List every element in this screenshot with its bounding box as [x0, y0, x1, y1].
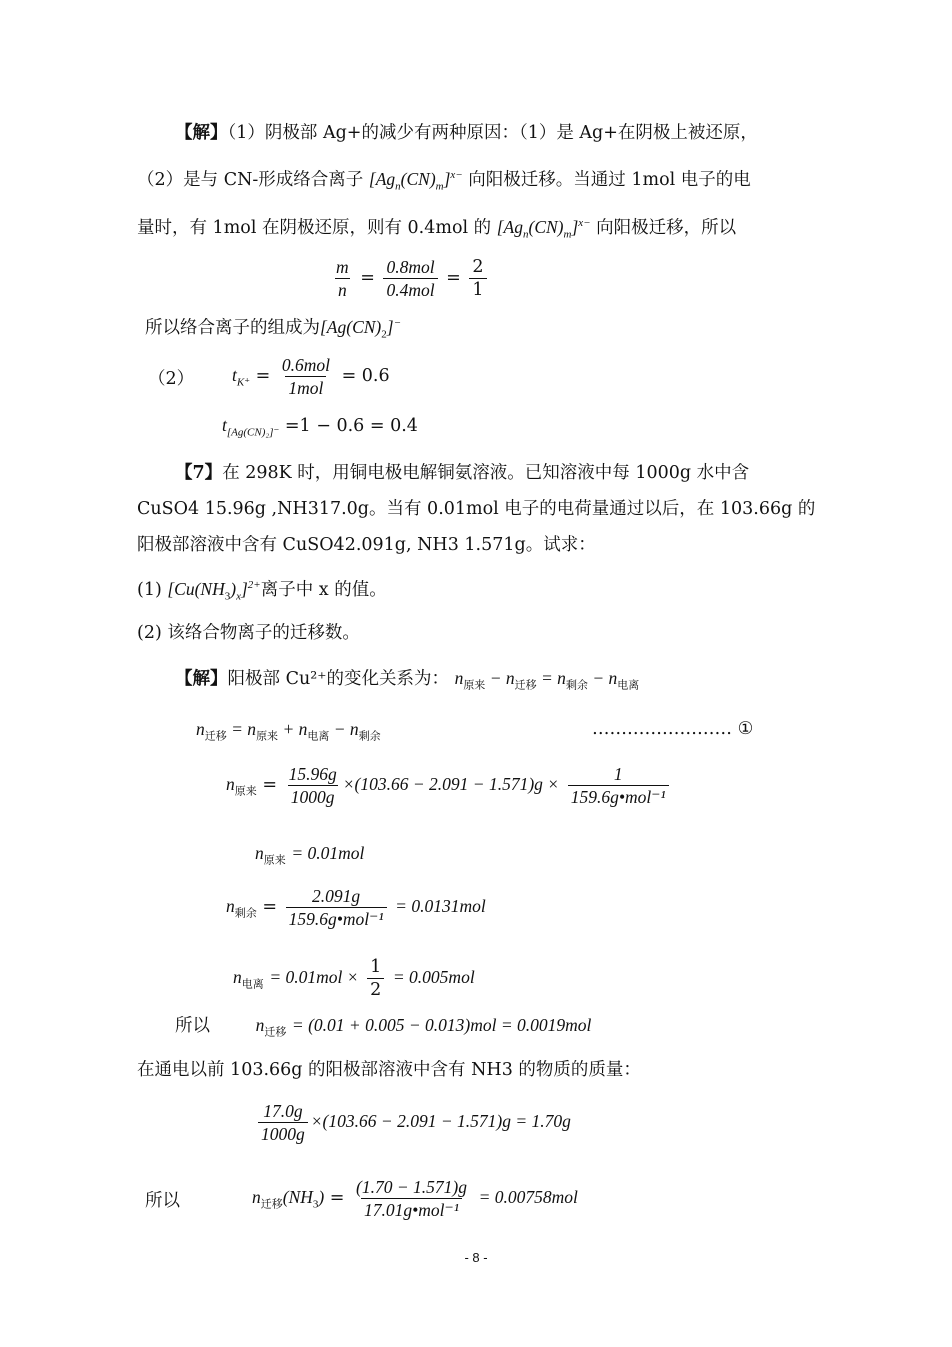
question-2: (2) 该络合物离子的迁移数。 — [137, 623, 360, 643]
solution-text: （1）阴极部 Ag+的减少有两种原因：（1）是 Ag+在阴极上被还原， — [227, 123, 758, 143]
problem-7-line-3: 阳极部溶液中含有 CuSO42.091g, NH3 1.571g。试求： — [137, 535, 596, 555]
solution-line-3 — [137, 214, 736, 241]
ratio-equation: $\frac{m}{n}$ = $\frac{\text{0.8mol}}{\text{0.4mol}}$ = $\frac{2}{1}$ — [330, 256, 490, 301]
so-label-2: 所以 — [145, 1191, 180, 1211]
solution-intro — [175, 665, 639, 692]
nh3-fraction: $\frac{17.0g}{1000g}$ — [258, 1100, 308, 1145]
result-value: ×(103.66 − 2.091 − 1.571)g = 1.70g — [310, 1111, 571, 1131]
tk-fraction: $\frac{\text{0.6mol}}{\text{1mol}}$ — [281, 355, 330, 398]
molar-mass-fraction: $\frac{1}{\text{159.6g•mol⁻¹}}$ — [568, 763, 669, 808]
solution-heading: 【解】 — [175, 669, 228, 689]
line-text: 在 298K 时，用铜电极电解铜氨溶液。已知溶液中每 1000g 水中含 — [222, 463, 750, 483]
m-over-n: $\frac{m}{n}$ — [336, 257, 349, 300]
nh3-mass-calculation — [255, 1100, 571, 1145]
mass-fraction: $\frac{15.96g}{1000g}$ — [288, 764, 337, 807]
cu-balance-equation: $n_{原来} - n_{迁移} = n_{剩余} - n_{电离}$ — [454, 668, 640, 692]
line-text: 向阳极迁移，所以 — [596, 218, 737, 238]
line-text: = 0.01mol × — [269, 967, 359, 987]
n-remaining-calculation: $n_{剩余}$ = $\frac{2.091g}{\text{159.6g•mol⁻¹}}$ = 0.0131mol — [226, 886, 486, 929]
line-text: （2）是与 CN-形成络合离子 — [137, 170, 364, 190]
n-original-result: $n_{原来} = 0.01mol$ — [255, 843, 365, 867]
question-1 — [137, 576, 387, 603]
solution-heading: 【解】 — [175, 123, 228, 143]
nh3-intro: 在通电以前 103.66g 的阳极部溶液中含有 NH3 的物质的质量： — [137, 1060, 641, 1080]
tk-equation: $t_{K^+}$ = $\frac{\text{0.6mol}}{\text{1mol}}$ = 0.6 — [232, 355, 390, 398]
n-original-calculation: $n_{原来}$ = $\frac{15.96g}{1000g}$ ×(103.66 − 2.091 − 1.571)g × $\frac{1}{\text{159.6g•mol⁻¹}}$ — [226, 763, 672, 808]
tk-result: = 0.6 — [341, 366, 390, 386]
result-value: = 0.00758mol — [478, 1187, 578, 1207]
nh3-migration-calculation: $n_{迁移}(NH_3)$ = $\frac{(1.70 - 1.571)g}{\text{17.01g•mol⁻¹}}$ = 0.00758mol — [252, 1177, 578, 1220]
complex-ion-result: $[Ag(CN)_2]^-$ — [320, 317, 401, 341]
line-text: 向阳极迁移。当通过 1mol 电子的电 — [468, 170, 751, 190]
copper-ammine-formula: $[Cu(NH_3)_x]^{2+}$ — [167, 579, 261, 603]
migration-equation: $n_{迁移} = n_{原来} + n_{电离} - n_{剩余}$ — [196, 719, 381, 743]
problem-7-line-1 — [175, 460, 749, 486]
ratio-result: $\frac{2}{1}$ — [469, 256, 486, 301]
line-text: 量时，有 1mol 在阴极还原，则有 0.4mol 的 — [137, 218, 492, 238]
problem-7-line-2: CuSO4 15.96g ,NH317.0g。当有 0.01mol 电子的电荷量通过以后，在 103.66g 的 — [137, 499, 816, 519]
result-value: = 0.01mol — [291, 843, 365, 863]
mass-difference: ×(103.66 − 2.091 − 1.571)g × — [342, 774, 560, 794]
result-value: = 0.0131mol — [395, 896, 486, 916]
migration-result-line: 所以 $n_{迁移} = (0.01 + 0.005 - 0.013)mol = 0.0019mol$ — [175, 1015, 592, 1039]
remaining-fraction: $\frac{2.091g}{\text{159.6g•mol⁻¹}}$ — [286, 885, 387, 930]
ratio-fraction: $\frac{\text{0.8mol}}{\text{0.4mol}}$ — [383, 256, 437, 301]
complex-ion-formula: $[Ag_n(CN)_m]^{x-}$ — [496, 217, 591, 241]
part-2-label: （2） — [148, 369, 195, 389]
result-value: = 0.005mol — [392, 967, 475, 987]
solution-line-1 — [175, 120, 758, 146]
so-label: 所以 — [175, 1016, 210, 1036]
result-value: = (0.01 + 0.005 − 0.013)mol = 0.0019mol — [291, 1015, 592, 1035]
half-fraction: $\frac{1}{2}$ — [367, 956, 384, 1001]
line-text: 离子中 x 的值。 — [260, 580, 387, 600]
composition-line — [145, 314, 401, 341]
line-text: 阳极部 Cu²⁺的变化关系为： — [227, 669, 449, 689]
t-complex-value: =1 − 0.6 = 0.4 — [284, 416, 418, 436]
line-text: 所以络合离子的组成为 — [145, 318, 320, 338]
t-complex-equation: $t_{[Ag(CN)_2]^-} =1 - 0.6 = 0.4$ — [222, 415, 418, 439]
solution-line-2 — [137, 166, 751, 193]
nh3-migration-fraction: $\frac{(1.70 - 1.571)g}{\text{17.01g•mol⁻¹}}$ — [356, 1177, 468, 1220]
page-number: - 8 - — [464, 1250, 488, 1265]
complex-ion-formula: $[Ag_n(CN)_m]^{x-}$ — [368, 169, 463, 193]
question-number: (1) — [137, 580, 162, 600]
n-electrolysis-calculation: $n_{电离} = 0.01mol$ × $\frac{1}{2}$ = 0.005mol — [233, 957, 475, 1000]
problem-heading: 【7】 — [175, 463, 223, 483]
equation-marker-1: …………………… ① — [592, 719, 754, 739]
